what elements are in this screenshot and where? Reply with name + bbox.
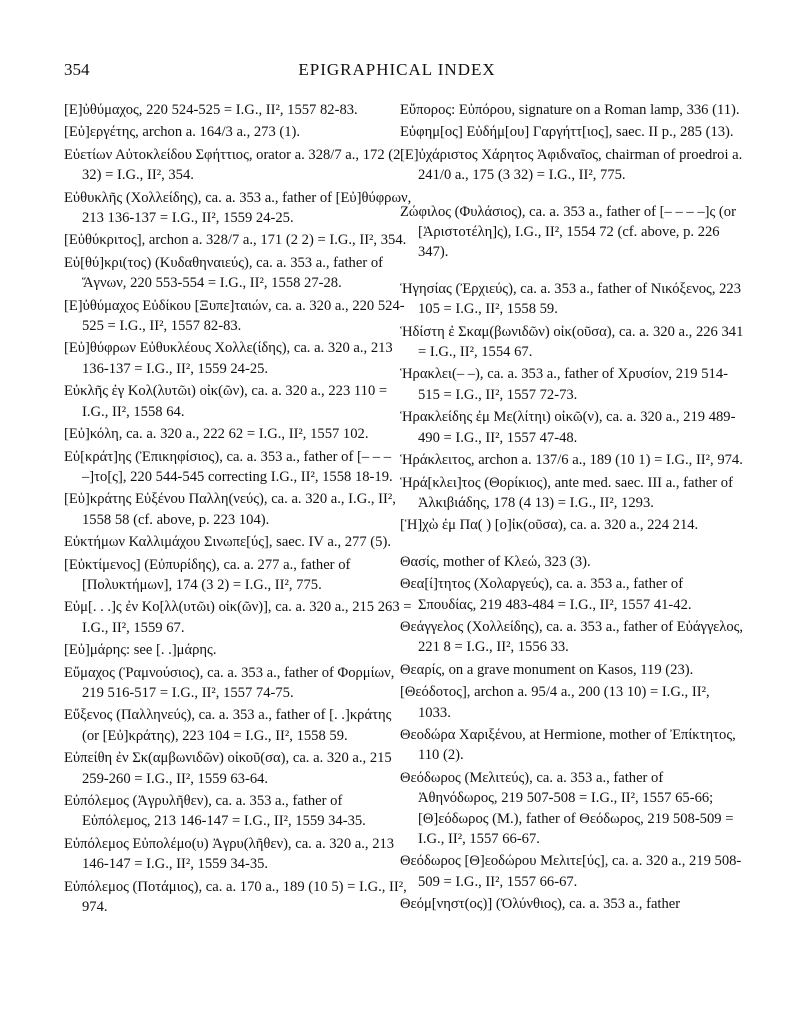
index-entry: Ἡρακλει(– –), ca. a. 353 a., father of Χρυσίον, 219 514-515 = I.G., II², 1557 72-73. — [400, 366, 729, 403]
index-entry: [Εὐ]θύφρων Εὐθυκλέους Χολλε(ίδης), ca. a. 320 a., 213 136-137 = I.G., II², 1559 24-25. — [64, 340, 393, 377]
index-entry: [Ἡ]χὼ ἐμ Πα( ) [ο]ἰκ(οῦσα), ca. a. 320 a., 224 214. — [400, 517, 699, 534]
index-entry: [Εὐ]κράτης Εὐξένου Παλλη(νεύς), ca. a. 320 a., I.G., II², 1558 58 (cf. above, p. 223 104). — [64, 491, 396, 528]
index-entry: [Ε]ὐθύμαχος Εὐδίκου [Ξυπε]ταιών, ca. a. 320 a., 220 524-525 = I.G., II², 1557 82-83. — [64, 297, 405, 335]
index-entry: Θεα[ί]τητος (Χολαργεύς), ca. a. 353 a., father of Σπουδίας, 219 483-484 = I.G., II², 1557 41-42. — [400, 576, 692, 613]
index-entry: [Εὐ]κόλη, ca. a. 320 a., 222 62 = I.G., II², 1557 102. — [64, 426, 369, 443]
index-entry: Ζώφιλος (Φυλάσιος), ca. a. 353 a., father of [– – – –]ς (or [Ἀριστοτέλη]ς), I.G., II², 1554 72 (cf. above, p. 226 347). — [400, 203, 736, 261]
index-entry: Ἡρά[κλει]τος (Θορίκιος), ante med. saec. III a., father of Ἀλκιβιάδης, 178 (4 13) = I.G., II², 1293. — [400, 474, 733, 511]
index-entry: [Θεόδοτος], archon a. 95/4 a., 200 (13 10) = I.G., II², 1033. — [400, 684, 710, 721]
section-gap — [400, 265, 744, 279]
index-entry: [Ε]ὐθύμαχος, 220 524-525 = I.G., II², 1557 82-83. — [64, 102, 358, 118]
index-entry: [Εὐ]μάρης: see [. .]μάρης. — [64, 642, 217, 659]
index-entry: Εὐμ[. . .]ς ἐν Κο[λλ(υτῶι) οἰκ(ῶν)], ca. a. 320 a., 215 263 = I.G., II², 1559 67. — [64, 599, 412, 636]
index-entry: Εὐκτήμων Καλλιμάχου Σινωπε[ύς], saec. IV a., 277 (5). — [64, 534, 391, 551]
index-entry: Θεάγγελος (Χολλείδης), ca. a. 353 a., father of Εὐάγγελος, 221 8 = I.G., II², 1556 33. — [400, 618, 744, 656]
page-title: EPIGRAPHICAL INDEX — [298, 60, 496, 79]
index-entry: Εὐ[θύ]κρι(τος) (Κυδαθηναιεύς), ca. a. 353 a., father of Ἅγνων, 220 553-554 = I.G., II², 1558 27-28. — [64, 254, 383, 292]
index-entry: Εὔπορος: Εὐπόρου, signature on a Roman lamp, 336 (11). — [400, 102, 740, 118]
index-entry: Θεόδωρος [Θ]εοδώρου Μελιτε[ύς], ca. a. 320 a., 219 508-509 = I.G., II², 1557 66-67. — [400, 853, 742, 890]
section-gap — [400, 188, 744, 202]
index-entry: [Εὐθύκριτος], archon a. 328/7 a., 171 (2 2) = I.G., II², 354. — [64, 232, 407, 249]
index-entry: Εὐθυκλῆς (Χολλείδης), ca. a. 353 a., father of [Εὐ]θύφρων, 213 136-137 = I.G., II², 1559 24-25. — [64, 189, 412, 227]
index-entry: Εὐπόλεμος Εὐπολέμο(υ) Ἀγρυ(λῆθεν), ca. a. 320 a., 213 146-147 = I.G., II², 1559 34-35. — [64, 835, 395, 873]
index-entry: [Εὐ]εργέτης, archon a. 164/3 a., 273 (1). — [64, 124, 301, 141]
index-entry: Εὐκλῆς ἐγ Κολ(λυτῶι) οἰκ(ῶν), ca. a. 320 a., 223 110 = I.G., II², 1558 64. — [64, 383, 388, 420]
index-entry: Εὔξενος (Παλληνεύς), ca. a. 353 a., father of [. .]κράτης (or [Εὐ]κράτης), 223 104 = I.G., II², 1558 59. — [64, 707, 392, 744]
index-entry: Ἡδίστη ἐ Σκαμ(βωνιδῶν) οἰκ(οῦσα), ca. a. 320 a., 226 341 = I.G., II², 1554 67. — [400, 323, 744, 361]
index-entry: Εὐπόλεμος (Ποτάμιος), ca. a. 170 a., 189 (10 5) = I.G., II², 974. — [64, 878, 407, 916]
section-gap — [400, 538, 744, 552]
index-entry: Εὐπόλεμος (Ἀγρυλῆθεν), ca. a. 353 a., father of Εὐπόλεμος, 213 146-147 = I.G., II², 1559 34-35. — [64, 793, 366, 830]
index-entry: Θασίς, mother of Κλεώ, 323 (3). — [400, 553, 591, 570]
index-entry: Θεοδώρα Χαριξένου, at Hermione, mother of Ἐπίκτητος, 110 (2). — [400, 726, 736, 764]
index-entry: Θεόμ[νηστ(ος)] (Ὀλύνθιος), ca. a. 353 a., father — [400, 896, 681, 913]
left-column — [64, 100, 412, 919]
index-entry: Ἡγησίας (Ἐρχιεύς), ca. a. 353 a., father of Νικόξενος, 223 105 = I.G., II², 1558 59. — [400, 280, 742, 318]
index-entry: Εὐφημ[ος] Εὐδήμ[ου] Γαργήττ[ιος], saec. II p., 285 (13). — [400, 124, 734, 141]
index-entry: Ἡράκλειτος, archon a. 137/6 a., 189 (10 1) = I.G., II², 974. — [400, 452, 743, 469]
index-entry: [Ε]ὐχάριστος Χάρητος Ἀφιδναῖος, chairman of proedroi a. 241/0 a., 175 (3 32) = I.G., II², 775. — [400, 146, 743, 184]
index-entry: Θεαρίς, on a grave monument on Kasos, 119 (23). — [400, 661, 694, 678]
index-entry: Εὐετίων Αὐτοκλείδου Σφήττιος, orator a. 328/7 a., 172 (2 32) = I.G., II², 354. — [64, 146, 401, 184]
index-entry: Θεόδωρος (Μελιτεύς), ca. a. 353 a., father of Ἀθηνόδωρος, 219 507-508 = I.G., II², 1557 65-66; [Θ]εόδωρος (M.), father of Θεόδωρος, 219 508-509 = I.G., II², 1557 66-67. — [400, 769, 734, 847]
index-entry: Εὔμαχος (Ῥαμνούσιος), ca. a. 353 a., father of Φορμίων, 219 516-517 = I.G., II², 1557 74-75. — [64, 664, 395, 701]
index-entry: [Εὐκτίμενος] (Εὐπυρίδης), ca. a. 277 a., father of [Πολυκτήμων], 174 (3 2) = I.G., II², 775. — [64, 556, 351, 593]
right-column — [400, 100, 744, 917]
index-entry: Εὐ[κράτ]ης (Ἐπικηφίσιος), ca. a. 353 a., father of [– – – –]το[ς], 220 544-545 correcting I.G., II², 1558 18-19. — [64, 448, 393, 485]
index-entry: Εὐπείθη ἐν Σκ(αμβωνιδῶν) οἰκοῦ(σα), ca. a. 320 a., 215 259-260 = I.G., II², 1559 63-64. — [64, 750, 392, 787]
index-entry: Ἡρακλείδης ἐμ Με(λίτηι) οἰκῶ(ν), ca. a. 320 a., 219 489-490 = I.G., II², 1557 47-48. — [400, 409, 736, 446]
page-number: 354 — [64, 60, 90, 79]
